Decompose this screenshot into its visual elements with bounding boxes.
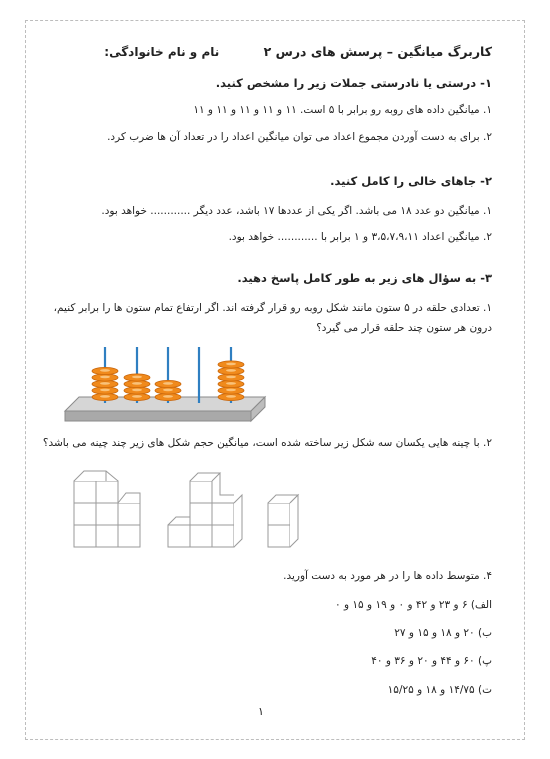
- q4-item-be: ب) ۲۰ و ۱۸ و ۱۵ و ۲۷: [394, 627, 492, 639]
- abacus-ring-hole: [100, 382, 110, 385]
- abacus-ring-hole: [226, 382, 236, 385]
- section2-item-1: ۱. میانگین دو عدد ۱۸ می باشد. اگر یکی از عددها ۱۷ باشد، عدد دیگر ............ خواهد بود.: [101, 205, 492, 217]
- abacus-ring-hole: [100, 376, 110, 379]
- abacus-ring-hole: [226, 363, 236, 366]
- worksheet-title: [104, 44, 492, 59]
- cube-figure-2: [168, 473, 242, 547]
- q4-item-alef: الف) ۶ و ۲۳ و ۴۲ و ۰ و ۱۹ و ۱۵ و ۰: [335, 599, 492, 611]
- abacus-ring-hole: [163, 389, 173, 392]
- section1-item-2: ۲. برای به دست آوردن مجموع اعداد می توان میانگین اعداد را در تعداد آن ها ضرب کرد.: [107, 131, 492, 143]
- q4-item-pe: پ) ۶۰ و ۴۴ و ۲۰ و ۳۶ و ۴۰: [371, 655, 492, 667]
- q4-item-te: ت) ۱۴/۷۵ و ۱۸ و ۱۵/۲۵: [387, 684, 492, 696]
- abacus-ring-hole: [100, 395, 110, 398]
- abacus-ring-hole: [163, 382, 173, 385]
- section3-question-2: ۲. با چینه هایی یکسان سه شکل زیر ساخته شده است، میانگین حجم شکل های زیر چند چینه می باشد؟: [42, 437, 492, 449]
- abacus-ring-hole: [132, 389, 142, 392]
- cube-figures: [70, 465, 310, 550]
- section2-item-2: ۲. میانگین اعداد ۳،۵،۷،۹،۱۱ و ۱ برابر با ............ خواهد بود.: [228, 231, 492, 243]
- cube-figure-3: [268, 495, 298, 547]
- section3-heading: ۳- به سؤال های زیر به طور کامل پاسخ دهید.: [237, 271, 492, 285]
- abacus-ring-hole: [100, 369, 110, 372]
- abacus-ring-hole: [226, 389, 236, 392]
- section1-heading: ۱- درستی یا نادرستی جملات زیر را مشخص کنید.: [215, 76, 492, 90]
- page-number: ۱: [258, 705, 264, 718]
- abacus-ring-hole: [132, 395, 142, 398]
- abacus-ring-hole: [226, 369, 236, 372]
- cube-figure-1: [74, 471, 140, 547]
- title-text: کاربرگ میانگین – پرسش های درس ۲: [263, 44, 492, 59]
- section1-item-1: ۱. میانگین داده های روبه رو برابر با ۵ است. ۱۱ و ۱۱ و ۱۱ و ۱۱ و ۱۱: [193, 104, 492, 116]
- abacus-illustration: [65, 345, 270, 425]
- section2-heading: ۲- جاهای خالی را کامل کنید.: [330, 174, 492, 188]
- abacus-ring-hole: [132, 376, 142, 379]
- abacus-ring-hole: [132, 382, 142, 385]
- name-field-label: نام و نام خانوادگی:: [104, 45, 220, 59]
- section3-question-4: ۴. متوسط داده ها را در هر مورد به دست آورید.: [283, 570, 492, 582]
- abacus-ring-hole: [226, 395, 236, 398]
- abacus-ring-hole: [163, 395, 173, 398]
- section3-question-1: ۱. تعدادی حلقه در ۵ ستون مانند شکل روبه رو قرار گرفته اند. اگر ارتفاع تمام ستون ها را برابر کنیم، درون هر ستون چند حلقه قرار می گیرد؟: [53, 302, 492, 334]
- abacus-ring-hole: [226, 376, 236, 379]
- abacus-ring-hole: [100, 389, 110, 392]
